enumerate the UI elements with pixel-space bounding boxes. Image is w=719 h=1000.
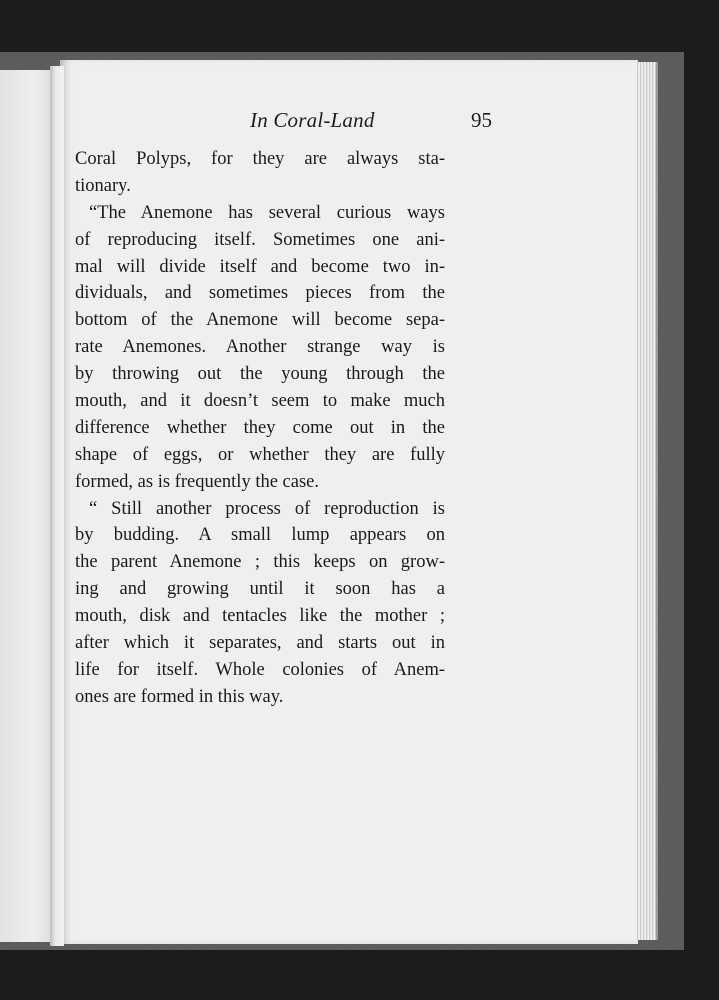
text-line: life for itself. Whole colonies of Anem- [75, 659, 445, 680]
text-line: dividuals, and sometimes pieces from the [75, 283, 445, 304]
book-gutter [50, 66, 64, 946]
text-line: by budding. A small lump appears on [75, 525, 445, 546]
running-title: In Coral-Land [250, 108, 375, 132]
text-line: after which it separates, and starts out in [75, 633, 445, 654]
text-line: shape of eggs, or whether they are fully [75, 444, 445, 465]
text-line: ing and growing until it soon has a [75, 579, 445, 600]
text-line: mouth, disk and tentacles like the mother ; [75, 606, 445, 627]
text-line: “The Anemone has several curious ways [89, 202, 445, 223]
text-line: of reproducing itself. Sometimes one ani- [75, 229, 445, 250]
text-line: “ Still another process of reproduction is [89, 498, 445, 519]
text-line: formed, as is frequently the case. [75, 471, 320, 492]
text-line: ones are formed in this way. [75, 686, 284, 707]
running-head [78, 108, 492, 138]
page-stack-edge [636, 62, 658, 940]
text-line: by throwing out the young through the [75, 364, 445, 385]
text-line: Coral Polyps, for they are always sta- [75, 149, 445, 169]
page-number: 95 [471, 108, 492, 132]
text-line: difference whether they come out in the [75, 417, 445, 438]
text-line: mouth, and it doesn’t seem to make much [75, 391, 445, 412]
text-line: tionary. [75, 175, 131, 196]
text-line: rate Anemones. Another strange way is [75, 337, 445, 358]
text-line: the parent Anemone ; this keeps on grow- [75, 552, 445, 573]
text-line: mal will divide itself and become two in- [75, 256, 445, 277]
body-text [75, 146, 445, 711]
text-line: bottom of the Anemone will become sepa- [75, 310, 445, 331]
